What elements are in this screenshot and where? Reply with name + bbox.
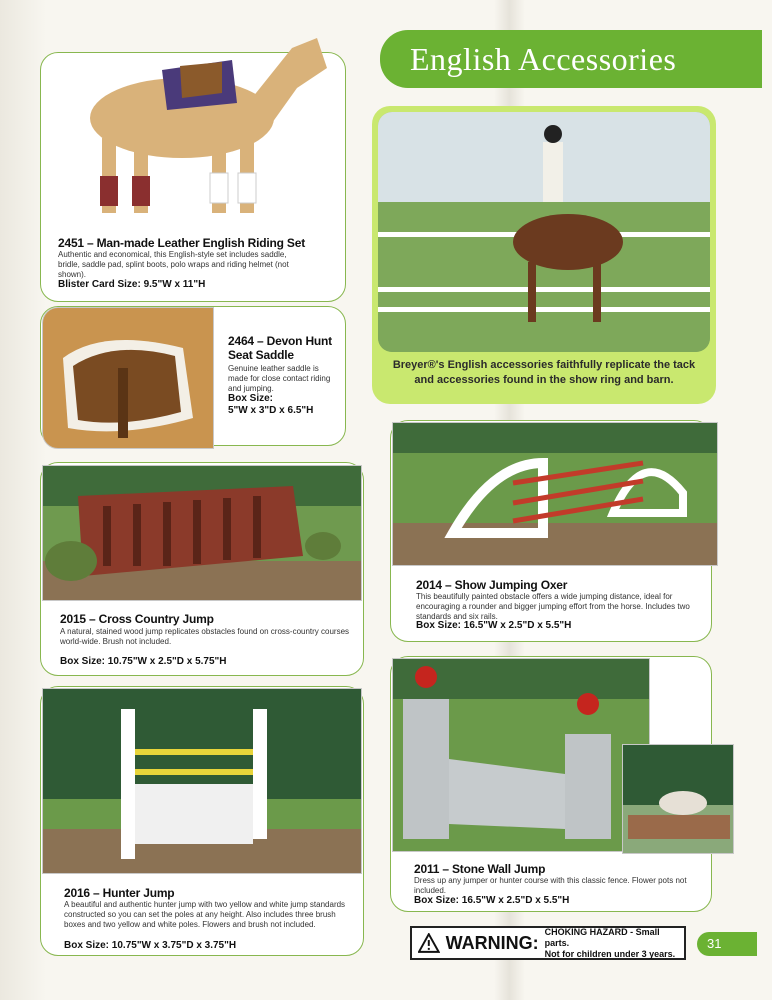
warning-details: [545, 927, 684, 960]
product-title-2011: 2011 – Stone Wall Jump: [414, 862, 546, 876]
warning-line2: Not for children under 3 years.: [544, 948, 676, 959]
oxer-illustration: [393, 423, 718, 566]
product-title-2451: 2451 – Man-made Leather English Riding Set: [58, 236, 305, 250]
feature-photo: [378, 112, 710, 352]
product-title-2015: 2015 – Cross Country Jump: [60, 612, 214, 626]
product-desc-2016: A beautiful and authentic hunter jump with two yellow and white jump standards constructed so you can set the poles at any height. Also includes three brush boxes and two yellow and white poles. Flowers and brush not included.: [64, 900, 346, 929]
warning-word: WARNING:: [445, 932, 539, 953]
product-desc-2011: Dress up any jumper or hunter course with this classic fence. Flower pots not included.: [414, 876, 687, 895]
cross-country-jump-illustration: [43, 466, 362, 601]
product-desc-2015: A natural, stained wood jump replicates obstacles found on cross-country courses world-wide. Brush not included.: [60, 627, 350, 646]
product-box-2464: [228, 393, 313, 417]
stone-wall-inset-photo: [622, 744, 734, 854]
cross-country-jump-photo: [42, 465, 362, 601]
product-box-2464-value: 5"W x 3"D x 6.5"H: [228, 405, 314, 416]
jump-rider-illustration: [623, 745, 734, 854]
warning-line1: CHOKING HAZARD - Small parts.: [544, 926, 660, 948]
product-title-2464-line1: 2464 – Devon Hunt: [228, 334, 332, 348]
rider-illustration: [378, 112, 710, 352]
saddle-photo: [42, 307, 214, 449]
product-box-2464-label: Box Size:: [228, 393, 274, 404]
horse-illustration: [62, 8, 338, 228]
product-box-2015: Box Size: 10.75"W x 2.5"D x 5.75"H: [60, 656, 227, 667]
section-title: English Accessories: [410, 41, 677, 77]
hunter-jump-illustration: [43, 689, 362, 874]
feature-caption-text: Breyer®'s English accessories faithfully replicate the tack and accessories found in the show ring and barn.: [392, 359, 696, 386]
product-title-2464: [228, 334, 332, 362]
product-box-2011: Box Size: 16.5"W x 2.5"D x 5.5"H: [414, 895, 570, 906]
product-box-2014: Box Size: 16.5"W x 2.5"D x 5.5"H: [416, 620, 572, 631]
section-header: [380, 30, 762, 88]
saddle-illustration: [43, 308, 214, 449]
product-desc-2014: This beautifully painted obstacle offers a wide jumping distance, ideal for encouraging a rounder and bigger jumping effort from the horse. Includes two standards and six rails.: [416, 592, 690, 621]
riding-set-photo: [62, 8, 338, 228]
product-box-2451: Blister Card Size: 9.5"W x 11"H: [58, 279, 206, 290]
choking-warning: [410, 926, 686, 960]
product-desc-2464: Genuine leather saddle is made for close contact riding and jumping.: [228, 364, 331, 393]
oxer-photo: [392, 422, 718, 566]
product-box-2016: Box Size: 10.75"W x 3.75"D x 3.75"H: [64, 940, 237, 951]
product-title-2014: 2014 – Show Jumping Oxer: [416, 578, 568, 592]
warning-triangle-icon: [418, 933, 440, 953]
stone-wall-illustration: [393, 659, 650, 852]
page-number: 31: [697, 932, 757, 956]
product-title-2464-line2: Seat Saddle: [228, 348, 294, 362]
stone-wall-photo: [392, 658, 650, 852]
hunter-jump-photo: [42, 688, 362, 874]
product-title-2016: 2016 – Hunter Jump: [64, 886, 175, 900]
product-desc-2451: Authentic and economical, this English-style set includes saddle, bridle, saddle pad, splint boots, polo wraps and riding helmet (not shown).: [58, 250, 289, 279]
